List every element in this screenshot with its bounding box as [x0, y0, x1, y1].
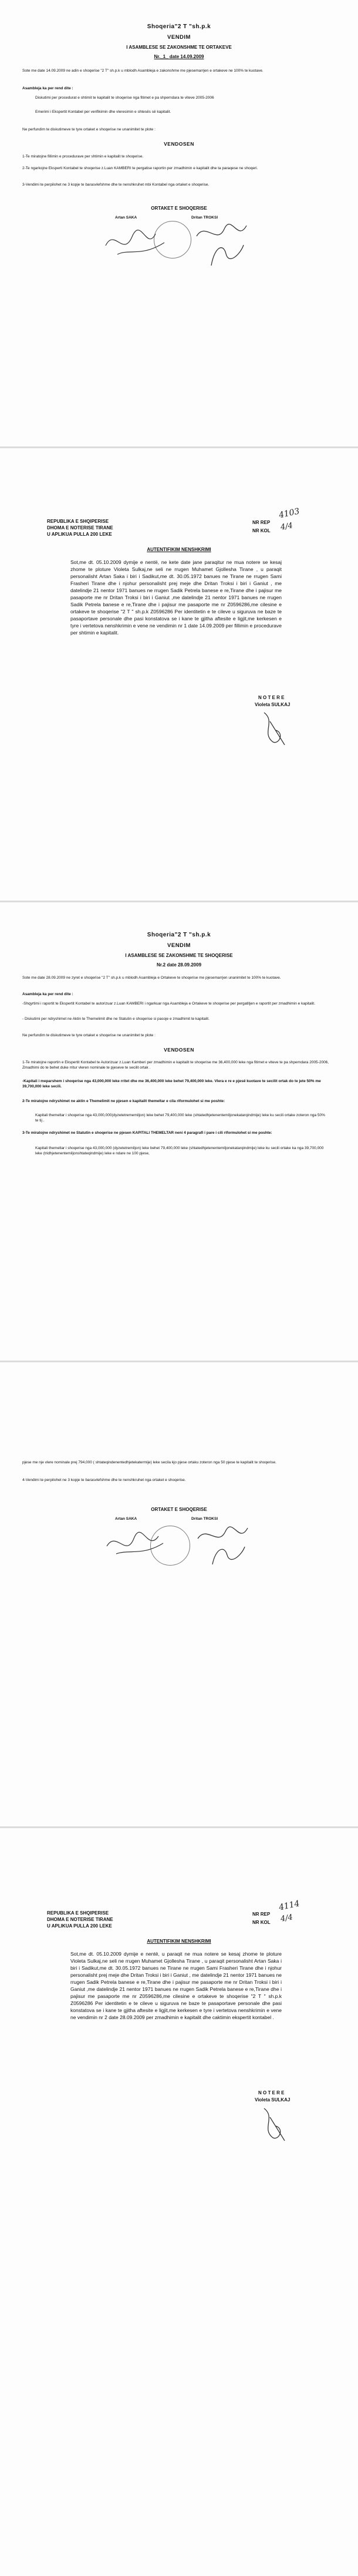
decide-heading: VENDOSEN [164, 1047, 194, 1053]
decide-heading: VENDOSEN [164, 141, 194, 147]
nr-rep-label: NR REP [252, 520, 271, 525]
page-notary-1 [0, 448, 358, 901]
company-title: Shoqeria"2 T "sh.p.k [147, 23, 211, 30]
decision-capital-increase: -Kapitali i meparshem i shoqerise nga 43,000,000 leke rritet dhe me 36,400,000 leke behet 79,400,000 leke. Vlera e re e pjesë kuotave te secilit ortak do te jete 50% me 39,700,000 leke secili. [22, 1079, 321, 1089]
page-decision-2-continued [0, 1362, 358, 1826]
decision-heading: VENDIM [167, 34, 191, 41]
discussion-paragraph: Ne perfundim te diskutimeve te tyre ortaket e shoqerise ne unanimitet te plote : [22, 1033, 156, 1037]
authentication-text: Sot,me dt. 05.10.2009 dymije e nentë, u paraqit ne mua notere se kesaj zhome te ploture Violeta Sulkaj,ne seli ne rrugen Muhamet Gjollesha Tirane , u paraqit personalisht Artan Saka i biri i Sadikut,me dt. 30.05.1972 banues ne Tirane ne rrugen Sami Frasheri Tirane dhe i njohur personalisht prej meje dhe Dritan Troksi i biri i Ganiut , me datelindje 21 nentor 1971 banues ne rrugen Sadik Petrela banese e re,Tirane dhe i pajisur me pasaporte me nr Dritan Troksi i biri i Ganiut ,me datelindje 21 nentor 1971 banues ne rrugen Sadik Petrela banese e re,Tirane dhe i pajisur me pasaporte me nr Z0596286,me cilesine e ortakeve te shoqerise "2 T " sh.p.k Z0596286 Per identitetin e te cileve u siguruva ne baze te pasaportave personale dhe pasi konstatova se i kane te gjitha aftesite e ligjit,me kerkesen e tyre i vertetova nenshkrimin e vene ne vendimin nr 2 date 28.09.2009 per zmadhimin e kapitalit dhe caktimin ekspertit kontabel . [70, 1951, 282, 2020]
notary-header-line-3: U APLIKUA PULLA 200 LEKE [47, 532, 112, 537]
discussion-paragraph: Ne perfundim te diskutimeve te tyre ortaket e shoqerise ne unanimitet te plote : [22, 127, 156, 132]
company-title: Shoqeria"2 T "sh.p.k [147, 932, 211, 938]
page-notary-2 [0, 1828, 358, 2576]
authentication-heading: AUTENTIFIKIM NENSHKRIMI [147, 1939, 211, 1944]
decision-item-4: 4-Vendimi te perpilohet ne 3 kopje te barasvlefshme dhe te nenshkruhet nga ortaket e shoqerise. [22, 1478, 186, 1482]
kol-number-handwritten: 4/4 [279, 521, 294, 532]
signature-troksi [188, 219, 264, 271]
rep-number-handwritten: 4103 [278, 506, 300, 520]
decision-number: Nr._1_ date 14.09.2009 [154, 54, 204, 59]
decision-item-2: 2-Te ngarkojne Eksperti Kontabel te shoqerise z.Luan KAMBERI te pergatise raportin per zmadhimin e kapitalit dhe ta paraqese ne shoqeri. [22, 166, 258, 170]
notary-label: N O T E R E [258, 695, 285, 700]
notary-label: N O T E R E [258, 2090, 285, 2095]
notary-name: Violeta SULKAJ [255, 702, 291, 707]
notary-signature [258, 710, 293, 751]
authentication-text: Sot,me dt. 05.10.2009 dymije e nentë, ne kete date jane paraqitur ne mua notere se kesaj zhome te ploture Violeta Sulkaj,ne seli ne rrugen Muhamet Gjollesha Tirane , u paraqit personalisht Artan Saka i biri i Sadikut,me dt. 30.05.1972 banues ne Tirane ne rrugen Sami Frasheri Tirane dhe i njohur personalisht prej meje dhe Dritan Troksi i biri i Ganiut , me datelindje 21 nentor 1971 banues ne rrugen Sadik Petrela banese e re,Tirane dhe i pajisur me pasaporte me nr Dritan Troksi i biri i Ganiut ,me datelindje 21 nentor 1971 banues ne rrugen Sadik Petrela banese e re,Tirane dhe i pajisur me pasaporte me nr Z0596286,me cilesine e ortakeve te shoqerise "2 T " sh.p.k Z0596286 Per identitetin e te cileve u siguruva ne baze te pasaportave personale dhe pasi konstatova se i kane te gjitha aftesite e ligjit,me kerkesen e tyre i vertetova nenshkrimin e vene ne vendimin nr 1 date 14.09.2009 per fillimin e procedurave per shtimin e kapitalit. [70, 559, 282, 636]
continuation-paragraph: pjese me nje vlere nominale prej 794,000 ( shtateqindenentedhjetekatermije) leke secila kjo pjese ortaku zoteron nga 50 pjese te kapitalit te shoqerise. [22, 1460, 276, 1465]
decision-item-3: 3-Vendimi te perpilohet ne 3 kopje te barasvlefshme dhe te nenshkruhet mbi Kontabel nga ortaket e shoqerise. [22, 183, 210, 187]
decision-item-2: 2-Te miratojne ndryshimet ne aktin e Themelimit ne pjesen e kapitalit themeltar e cila riformulohet si me poshte: [22, 1099, 225, 1103]
notary-header-line-1: REPUBLIKA E SHQIPERISE [47, 519, 109, 524]
nr-kol-label: NR KOL [252, 528, 271, 533]
decision-capital-text-2: Kapitali themeltar i shoqerise nga 43,000,000 (dyzetetremiljon) leke behet 79,400,000 leke (shtatedhjetenentemiljonekatarqindmije) leke ku secili ortake ka nga 39,700,000 leke (tridhjetenentemiljonshtateqindmije) leke e ndare ne 100 pjese, [35, 1146, 324, 1156]
agenda-label: Asambleja ka per rend dite : [22, 992, 73, 996]
notary-header-line-3: U APLIKUA PULLA 200 LEKE [47, 1923, 112, 1929]
agenda-label: Asambleja ka per rend dite : [22, 86, 73, 90]
notary-header-line-2: DHOMA E NOTERISE TIRANE [47, 525, 113, 530]
kol-number-handwritten: 4/4 [279, 1913, 294, 1924]
intro-paragraph: Sote me date 28.09.2009 ne zyret e shoqerise "2 T" sh.p.k u mblodh Asambleja e Ortakeve te shoqerise me pjesemarrjen unanimitet te 100% te kuotave. [22, 976, 281, 980]
assembly-line: I ASAMBLESE SE ZAKONSHME TE SHOQERISE [125, 953, 233, 958]
signature-saka [100, 222, 170, 263]
nr-kol-label: NR KOL [252, 1920, 271, 1925]
owner-name-2: Dritan TROKSI [191, 1517, 218, 1521]
assembly-line: I ASAMBLESE SE ZAKONSHME TE ORTAKEVE [126, 45, 232, 50]
notary-header-line-1: REPUBLIKA E SHQIPERISE [47, 1910, 109, 1916]
owner-name-1: Artan SAKA [115, 216, 137, 220]
decision-item-3: 3-Te miratojne ndryshimet ne Statutin e shoqerise ne pjesen KAPITALI THEMELTAR neni 4 paragrafi i pare i cili riformulohet si me poshte: [22, 1131, 272, 1135]
intro-paragraph: Sote me date 14.09.2009 ne adin e shoqerise "2 T" sh.p.k u mblodh Asambleja e zakonshme me pjesemarrjen e ortakeve ne 100% te kuotave. [22, 69, 264, 73]
decision-capital-text-1: Kapitali themeltar i shoqerise nga 43,000,000(dyzetetrememiljon) leke behet 79,400,000 leke (shtatedhjetenentemiljonekatarqindmije) leke ku secili ortake zoteron nga 50% te tij . [35, 1113, 325, 1123]
notary-signature [258, 2105, 293, 2147]
nr-rep-label: NR REP [252, 1912, 271, 1917]
decision-heading: VENDIM [167, 942, 191, 949]
agenda-item-1: -Shqyrtimi i raportit te Ekspertit Kontabel te autorizuar z.Luan KAMBERI i ngarkuar nga Asambleja e Ortakeve te shoqerise per pergatitjen e raportit per zmadhimin e kapitalit. [22, 1002, 315, 1006]
signature-saka [100, 1526, 170, 1561]
rep-number-handwritten: 4114 [278, 1899, 300, 1913]
owner-name-1: Artan SAKA [115, 1517, 137, 1521]
decision-item-1: 1-Te miratojne fillimin e procedurave per shtimin e kapitalit te shoqerise. [22, 155, 144, 159]
page-decision-2 [0, 902, 358, 1361]
agenda-item-1: Diskutimi per procedurat e shtimit te kapitalit te shoqerise nga fitimet e pa shperndara te viteve 2005-2006 [35, 96, 214, 100]
owners-heading: ORTAKET E SHOQERISE [151, 206, 207, 211]
owners-heading: ORTAKET E SHOQERISE [151, 1507, 207, 1512]
agenda-item-2: Emerimi i Ekspertit Kontabel per verifikimin dhe vleresimin e shtesës së kapitalit. [35, 110, 171, 114]
signature-troksi [189, 1522, 259, 1569]
decision-number: Nr.2 date 28.09.2009 [156, 962, 202, 968]
page-decision-1 [0, 0, 358, 446]
notary-name: Violeta SULKAJ [255, 2097, 291, 2103]
owner-name-2: Dritan TROKSI [191, 216, 218, 220]
agenda-item-2: - Diskutimi per ndryshimet ne Aktin te Themelimit dhe ne Statutin e shoqerise si pasoje e zmadhimit te kapitalit. [22, 1017, 210, 1021]
decision-item-1: 1-Te miratojne raportin e Ekspertit Kontabel te Autorizuar z.Luan Kamberi per zmadhimin e kapitalit te shoqerise me 36,400,000 leke nga fitimet e viteve te pa shperndara 2005-2006, Zmadhimi do te behet duke rritur vleren nominale te pjeseve te secilit ortak . [22, 1060, 329, 1070]
notary-header-line-2: DHOMA E NOTERISE TIRANE [47, 1917, 113, 1922]
authentication-heading: AUTENTIFIKIM NENSHKRIMI [147, 547, 211, 552]
